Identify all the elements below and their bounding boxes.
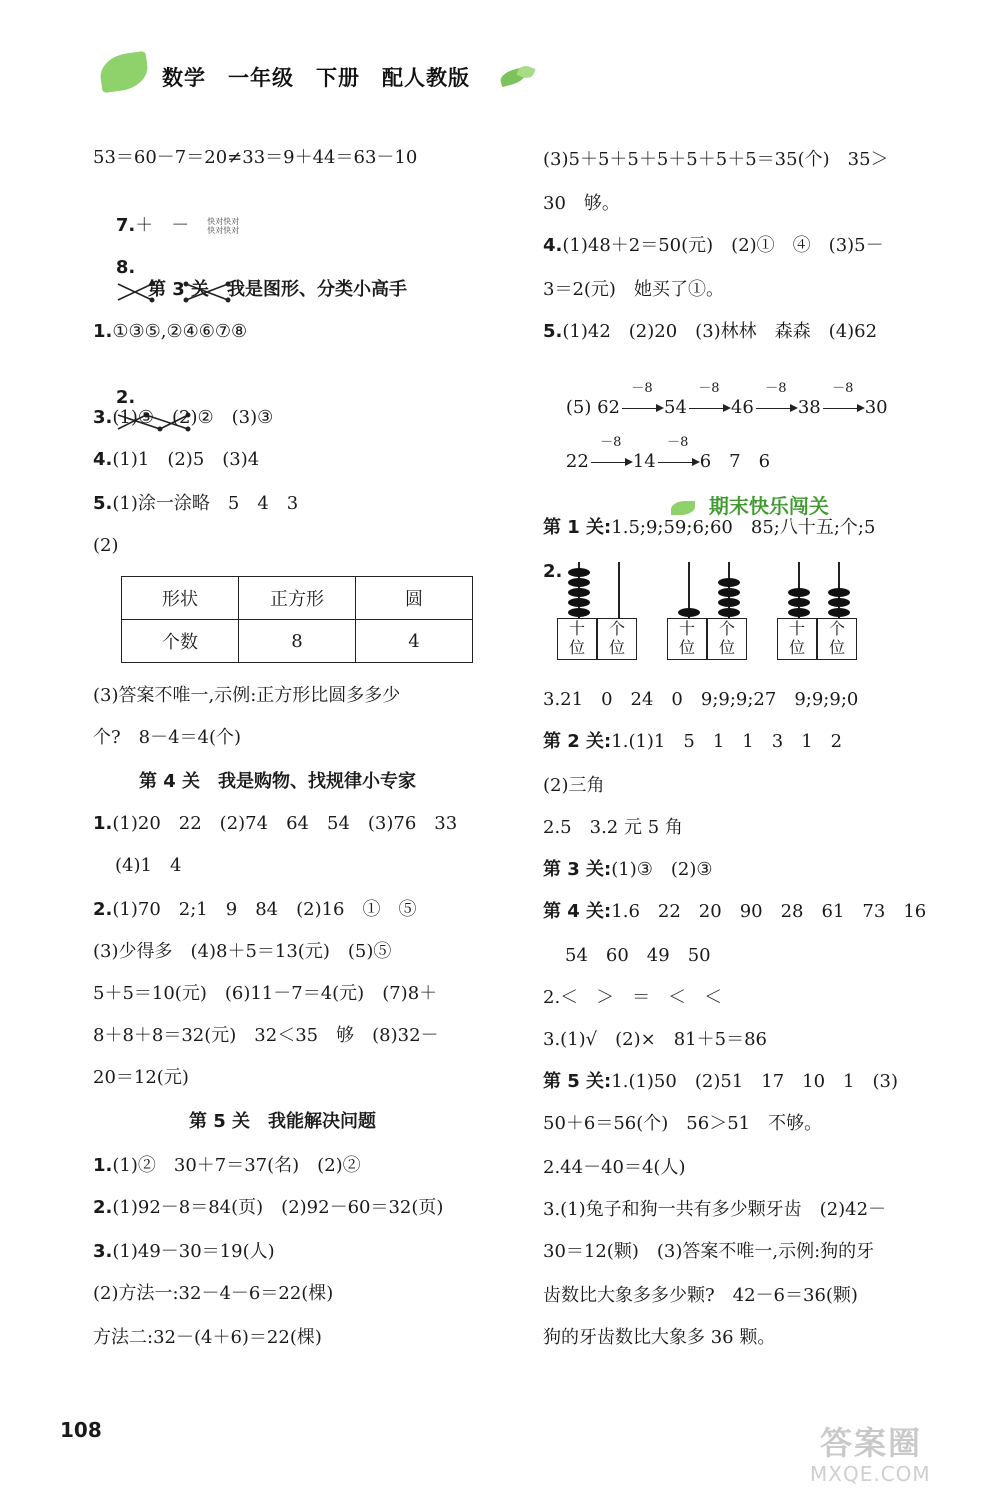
arrow-shaft	[622, 408, 662, 409]
section-3-title: 第 3 关 我是图形、分类小高手	[148, 279, 408, 300]
arrow-label: －8	[667, 435, 689, 450]
arrow-shaft	[689, 408, 729, 409]
section-4-title: 第 4 关 我是购物、找规律小专家	[139, 771, 417, 792]
s5-q1	[93, 1154, 361, 1178]
level-label: 第 2 关:	[543, 731, 612, 752]
table-cell-circle-count: 4	[356, 620, 473, 663]
s4-q2	[93, 898, 417, 922]
r-line-1: (3)5＋5＋5＋5＋5＋5＋5＝35(个) 35＞	[543, 149, 889, 170]
tens-place-label: 十 位	[667, 618, 707, 660]
s5-q2	[93, 1196, 443, 1220]
abacus-bead	[788, 598, 810, 607]
q-number: 1.	[93, 1155, 113, 1176]
arrow-shaft	[591, 462, 631, 463]
final-level-5b: 50＋6＝56(个) 56＞51 不够。	[543, 1113, 823, 1134]
arrow-label: －8	[765, 381, 787, 396]
final-level-5c: 2.44－40＝4(人)	[543, 1157, 686, 1178]
final-level-3	[543, 858, 713, 882]
watermark-url: MXQE.COM	[810, 1462, 931, 1486]
ones-place-label: 个 位	[707, 618, 747, 660]
level-label: 第 3 关:	[543, 859, 612, 880]
sequence-value: 6	[699, 451, 712, 472]
abacus	[777, 562, 861, 662]
s5-q3	[93, 1240, 275, 1264]
arrow-shaft	[756, 408, 796, 409]
ones-place-label: 个 位	[597, 618, 637, 660]
leaf-icon	[98, 51, 151, 93]
abacus-group	[557, 562, 957, 672]
level-label: 第 5 关:	[543, 1071, 612, 1092]
table-cell-square-count: 8	[239, 620, 356, 663]
sequence-arrows	[620, 381, 888, 418]
q-text: (1)1 (2)5 (3)4	[112, 449, 260, 470]
level-label: 第 4 关:	[543, 901, 612, 922]
sequence-start: (5) 62	[565, 397, 621, 418]
abacus-bead	[718, 588, 740, 597]
s3-q5-part2: (2)	[93, 535, 119, 556]
arrow-label: －8	[631, 381, 653, 396]
q-number: 1.	[93, 813, 113, 834]
q-number: 2.	[93, 1197, 113, 1218]
page-number: 108	[60, 1418, 102, 1442]
s4-q2e: 20＝12(元)	[93, 1067, 189, 1088]
sequence-tail: 7 6	[711, 451, 771, 472]
q-text: (1)涂一涂略 5 4 3	[112, 493, 299, 514]
q-number: 2.	[115, 387, 136, 408]
final-level-4	[543, 900, 926, 924]
sequence-arrow	[754, 381, 798, 420]
table-header-circle: 圆	[356, 577, 473, 620]
abacus-bead	[568, 598, 590, 607]
s4-q2d: 8＋8＋8＝32(元) 32＜35 够 (8)32－	[93, 1025, 439, 1046]
sequence-arrow	[821, 381, 865, 420]
final-level-2c: 2.5 3.2 元 5 角	[543, 817, 683, 838]
final-level-5g: 狗的牙齿数比大象多 36 颗。	[543, 1327, 776, 1348]
tens-place-label: 十 位	[777, 618, 817, 660]
r-q4b: 3＝2(元) 她买了①。	[543, 279, 724, 300]
leaf-icon	[671, 501, 695, 515]
shape-count-table	[121, 576, 473, 663]
final-level-5d: 3.(1)兔子和狗一共有多少颗牙齿 (2)42－	[543, 1199, 887, 1220]
table-row-label: 个数	[122, 620, 239, 663]
abacus-bead	[718, 608, 740, 617]
q-number: 4.	[93, 449, 113, 470]
r-line-2: 30 够。	[543, 193, 620, 214]
sequence-arrow	[589, 435, 633, 474]
sequence-value: 54	[664, 397, 687, 418]
q-number: 2.	[93, 899, 113, 920]
s3-q1	[93, 320, 247, 344]
abacus-bead	[828, 608, 850, 617]
s5-q3c: 方法二:32－(4＋6)＝22(棵)	[93, 1327, 322, 1348]
q-text: (1)92－8＝84(页) (2)92－60＝32(页)	[112, 1197, 444, 1218]
arrow-label: －8	[832, 381, 854, 396]
level-text: 1.6 22 20 90 28 61 73 16	[611, 901, 927, 922]
final-level-4b: 54 60 49 50	[565, 945, 711, 966]
final-level-1	[543, 516, 875, 540]
s3-q5-part3b: 个? 8－4＝4(个)	[93, 727, 242, 748]
q7-stamp: 快对快对 快对快对	[207, 217, 240, 235]
sequence-value: 30	[864, 397, 888, 418]
s4-q1b: (4)1 4	[115, 855, 182, 876]
table-header-square: 正方形	[239, 577, 356, 620]
abacus-bead	[828, 588, 850, 597]
abacus-bead	[678, 608, 700, 617]
r-q4	[543, 234, 884, 258]
q-number: 4.	[543, 235, 563, 256]
q8-number: 8.	[115, 257, 136, 278]
sequence-arrow	[687, 381, 731, 420]
q-number: 2.	[543, 561, 563, 582]
q-number: 3.	[93, 407, 113, 428]
q-text: (1)② 30＋7＝37(名) (2)②	[112, 1155, 361, 1176]
s4-q2c: 5＋5＝10(元) (6)11－7＝4(元) (7)8＋	[93, 983, 438, 1004]
final-level-1-q3: 3.21 0 24 0 9;9;9;27 9;9;9;0	[543, 689, 859, 710]
final-level-4d: 3.(1)√ (2)× 81＋5＝86	[543, 1029, 767, 1050]
header-title: 数学 一年级 下册 配人教版	[162, 66, 470, 90]
abacus	[667, 562, 751, 662]
q-number: 1.	[93, 321, 113, 342]
q-text: (1)42 (2)20 (3)林林 森森 (4)62	[562, 321, 878, 342]
q7-number: 7.	[115, 215, 136, 236]
abacus-bead	[568, 578, 590, 587]
level-text: 1.(1)50 (2)51 17 10 1 (3)	[611, 1071, 898, 1092]
abacus-bead	[568, 608, 590, 617]
q-text: (1)48＋2＝50(元) (2)① ④ (3)5－	[562, 235, 884, 256]
tens-place-label: 十 位	[557, 618, 597, 660]
abacus-bead	[718, 598, 740, 607]
sequence-arrows-2	[589, 435, 712, 472]
arrow-label: －8	[698, 381, 720, 396]
abacus-bead	[828, 598, 850, 607]
sequence-value: 38	[797, 397, 821, 418]
level-text: 1.5;9;59;6;60 85;八十五;个;5	[611, 517, 876, 538]
arrow-shaft	[823, 408, 863, 409]
s4-q1	[93, 812, 457, 836]
watermark-logo: 答案圈	[820, 1424, 923, 1462]
s3-q5	[93, 492, 298, 516]
s3-q4	[93, 448, 259, 472]
abacus-bead	[788, 588, 810, 597]
abacus-bead	[568, 588, 590, 597]
ones-rod	[618, 562, 620, 620]
r-q5	[543, 320, 877, 344]
ones-place-label: 个 位	[817, 618, 857, 660]
q7-text: ＋ －	[135, 215, 190, 236]
abacus	[557, 562, 641, 662]
q-number: 5.	[93, 493, 113, 514]
sequence-arrow	[620, 381, 664, 420]
level-text: (1)③ (2)③	[611, 859, 713, 880]
final-level-2	[543, 730, 842, 754]
q-number: 5.	[543, 321, 563, 342]
section-5-title: 第 5 关 我能解决问题	[189, 1111, 377, 1132]
s3-q5-part3: (3)答案不唯一,示例:正方形比圆多多少	[93, 685, 401, 706]
table-header-shape: 形状	[122, 577, 239, 620]
sequence-start-2: 22	[565, 451, 589, 472]
q-text: (1)70 2;1 9 84 (2)16 ① ⑤	[112, 899, 417, 920]
q-number: 3.	[93, 1241, 113, 1262]
level-label: 第 1 关:	[543, 517, 612, 538]
s5-q3b: (2)方法一:32－4－6＝22(棵)	[93, 1283, 334, 1304]
sequence-value: 14	[632, 451, 656, 472]
abacus-bead	[718, 578, 740, 587]
q-text: (1)③ (2)② (3)③	[112, 407, 274, 428]
q-text: (1)20 22 (2)74 64 54 (3)76 33	[112, 813, 458, 834]
answer-line: 53＝60－7＝20≠33＝9＋44＝63－10	[93, 147, 418, 168]
arrow-shaft	[658, 462, 698, 463]
final-section-title: 期末快乐闯关	[708, 494, 829, 518]
q-text: ①③⑤,②④⑥⑦⑧	[112, 321, 248, 342]
level-text: 1.(1)1 5 1 1 3 1 2	[611, 731, 843, 752]
final-level-5	[543, 1070, 898, 1094]
s3-q3	[93, 406, 273, 430]
abacus-bead	[568, 568, 590, 577]
final-level-5e: 30＝12(颗) (3)答案不唯一,示例:狗的牙	[543, 1241, 875, 1262]
abacus-bead	[788, 608, 810, 617]
final-level-4c: 2.＜ ＞ ＝ ＜ ＜	[543, 987, 723, 1008]
page-header	[100, 52, 560, 98]
final-level-5f: 齿数比大象多多少颗? 42－6＝36(颗)	[543, 1285, 858, 1306]
final-level-2b: (2)三角	[543, 775, 605, 796]
sequence-value: 46	[730, 397, 754, 418]
s4-q2b: (3)少得多 (4)8＋5＝13(元) (5)⑤	[93, 941, 392, 962]
arrow-label: －8	[600, 435, 622, 450]
q-text: (1)49－30＝19(人)	[112, 1241, 275, 1262]
